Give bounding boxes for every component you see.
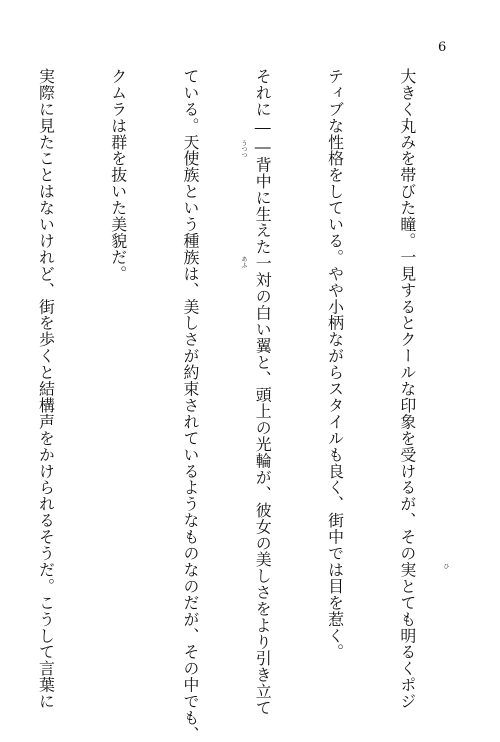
text-line: ティブな性格をしている。やや小柄ながらスタイルも良く、街中では目を惹く。 bbox=[325, 68, 345, 661]
body-text bbox=[0, 68, 467, 742]
ruby-annotation: あふ bbox=[240, 256, 247, 268]
text-line: 大きく丸みを帯びた瞳。一見するとクールな印象を受けるが、その実とても明るくポジ bbox=[397, 68, 417, 710]
ruby-annotation: うつつ bbox=[240, 140, 247, 158]
text-line: それに――背中に生えた一対の白い翼と、頭上の光輪が、彼女の美しさをより引き立て bbox=[253, 68, 273, 716]
page-number: 6 bbox=[438, 40, 447, 55]
text-line: 実際に見たことはないけれど、街を歩くと結構声をかけられるそうだ。こうして言葉に bbox=[36, 68, 56, 710]
ruby-annotation: ひ bbox=[442, 563, 449, 569]
text-line: ている。天使族という種族は、美しさが約束されているようなものなのだが、その中でも、 bbox=[180, 68, 200, 742]
text-line: クムラは群を抜いた美貌だ。 bbox=[108, 68, 128, 282]
